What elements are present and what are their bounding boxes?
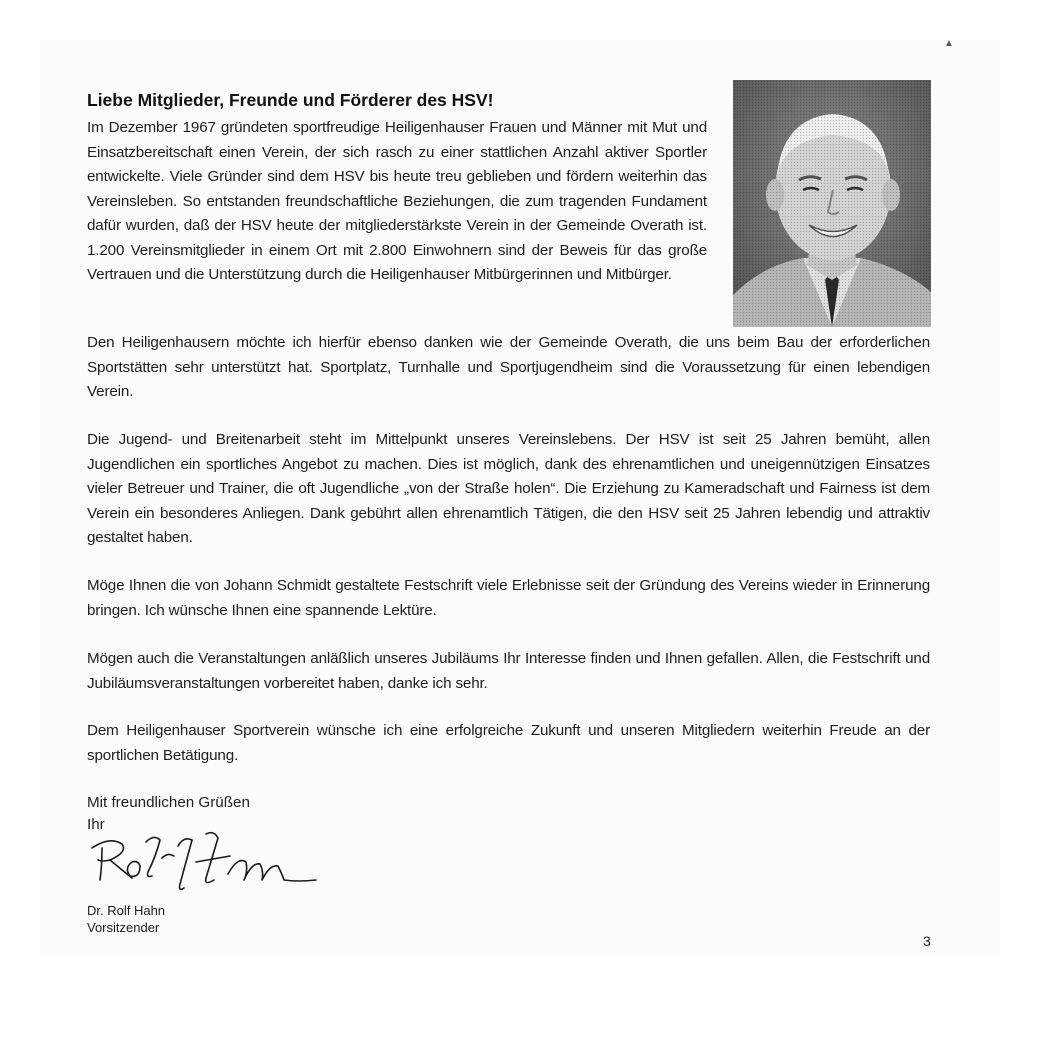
closing-greeting: Mit freundlichen Grüßen <box>87 794 250 811</box>
signer-name: Dr. Rolf Hahn <box>87 903 166 918</box>
page-number: 3 <box>923 933 931 949</box>
paragraph-4: Möge Ihnen die von Johann Schmidt gestaltete Festschrift viele Erlebnisse seit der Gründung des Vereins wieder in Erinnerung bringen. Ich wünsche Ihnen eine spannende Lektüre. <box>87 577 930 619</box>
scan-mark: ▲ <box>944 38 954 49</box>
paragraph-5: Mögen auch die Veranstaltungen anläßlich unseres Jubiläums Ihr Interesse finden und Ihnen gefallen. Allen, die Festschrift und Jubiläumsveranstaltungen vorbereitet haben, danke ich sehr. <box>87 650 930 692</box>
paragraph-6: Dem Heiligenhauser Sportverein wünsche ich eine erfolgreiche Zukunft und unseren Mitgliedern weiterhin Freude an der sportlichen Betätigung. <box>87 722 930 764</box>
paragraph-2: Den Heiligenhausern möchte ich hierfür ebenso danken wie der Gemeinde Overath, die uns beim Bau der erforderlichen Sportstätten sehr unterstützt hat. Sportplatz, Turnhalle und Sportjugendheim sind die Voraussetzung für einen lebendigen Verein. <box>87 334 930 400</box>
handwritten-signature <box>88 822 328 902</box>
portrait-photo <box>733 80 931 327</box>
signer-role: Vorsitzender <box>87 920 160 935</box>
paragraph-1: Im Dezember 1967 gründeten sportfreudige Heiligenhauser Frauen und Männer mit Mut und Einsatzbereitschaft einen Verein, der sich rasch zu einer stattlichen Anzahl aktiver Sportler entwickelte. Viele Gründer sind dem HSV bis heute treu geblieben und fördern weiterhin das Vereinsleben. So entstanden freundschaftliche Beziehungen, die zum tragenden Fundament dafür wurden, daß der HSV heute der mitgliederstärkste Verein in der Gemeinde Overath ist. 1.200 Vereinsmitglieder in einem Ort mit 2.800 Einwohnern sind der Beweis für das große Vertrauen und die Unterstützung durch die Heiligenhauser Mitbürgerinnen und Mitbürger. <box>87 119 707 283</box>
letter-heading: Liebe Mitglieder, Freunde und Förderer des HSV! <box>87 90 494 110</box>
closing-word: Ihr <box>87 816 105 833</box>
paragraph-3: Die Jugend- und Breitenarbeit steht im Mittelpunkt unseres Vereinslebens. Der HSV ist seit 25 Jahren bemüht, allen Jugendlichen ein sportliches Angebot zu machen. Dies ist möglich, dank des ehrenamtlichen und uneigennützigen Einsatzes vieler Betreuer und Trainer, die oft Jugendliche „von der Straße holen“. Die Erziehung zu Kameradschaft und Fairness ist dem Verein ein besonderes Anliegen. Dank gebührt allen ehrenamtlich Tätigen, die den HSV seit 25 Jahren lebendig und attraktiv gestaltet haben. <box>87 431 930 546</box>
